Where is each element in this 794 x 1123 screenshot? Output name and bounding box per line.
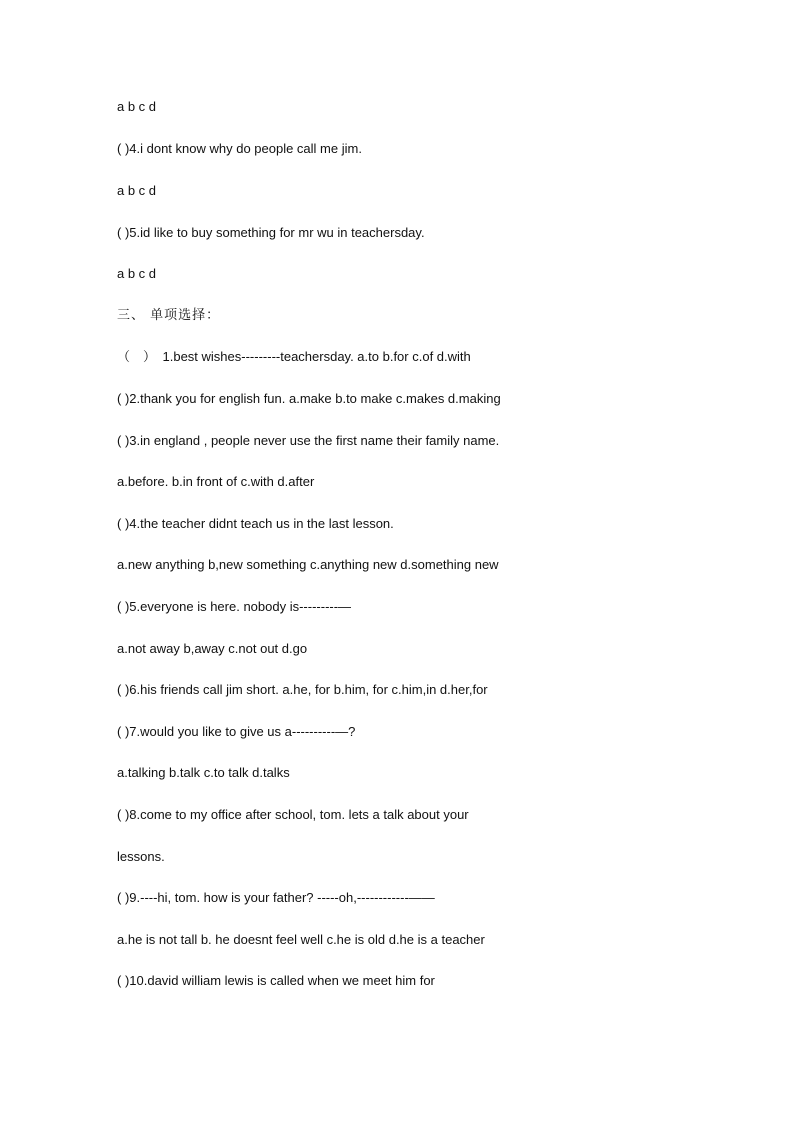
section-heading: 三、 单项选择： (117, 308, 221, 323)
mc-question-2: ( )2.thank you for english fun. a.make b.to make c.makes d.making (117, 391, 501, 406)
answer-options-line: a b c d (117, 99, 157, 114)
mc-question-4: ( )4.the teacher didnt teach us in the last lesson. (117, 516, 394, 531)
mc-options-5: a.not away b,away c.not out d.go (117, 641, 308, 656)
mc-options-4: a.new anything b,new something c.anything new d.something new (117, 557, 499, 572)
question-4-line: ( )4.i dont know why do people call me jim. (117, 141, 362, 156)
mc-options-9: a.he is not tall b. he doesnt feel well c.he is old d.he is a teacher (117, 932, 485, 947)
mc-question-5: ( )5.everyone is here. nobody is---------— (117, 599, 352, 614)
mc-question-8: ( )8.come to my office after school, tom. lets a talk about your (117, 807, 469, 822)
mc-options-7: a.talking b.talk c.to talk d.talks (117, 765, 290, 780)
answer-options-line: a b c d (117, 266, 157, 281)
mc-question-7: ( )7.would you like to give us a----------—? (117, 724, 356, 739)
mc-question-10: ( )10.david william lewis is called when we meet him for (117, 973, 435, 988)
mc-question-9: ( )9.----hi, tom. how is your father? -----oh,------------—— (117, 890, 435, 905)
mc-options-3: a.before. b.in front of c.with d.after (117, 474, 315, 489)
answer-options-line: a b c d (117, 183, 157, 198)
question-5-line: ( )5.id like to buy something for mr wu in teachersday. (117, 225, 425, 240)
mc-question-6: ( )6.his friends call jim short. a.he, for b.him, for c.him,in d.her,for (117, 682, 488, 697)
mc-question-8-continued: lessons. (117, 849, 165, 864)
mc-question-1: （ ） 1.best wishes---------teachersday. a.to b.for c.of d.with (117, 349, 471, 364)
mc-question-3: ( )3.in england , people never use the first name their family name. (117, 433, 500, 448)
